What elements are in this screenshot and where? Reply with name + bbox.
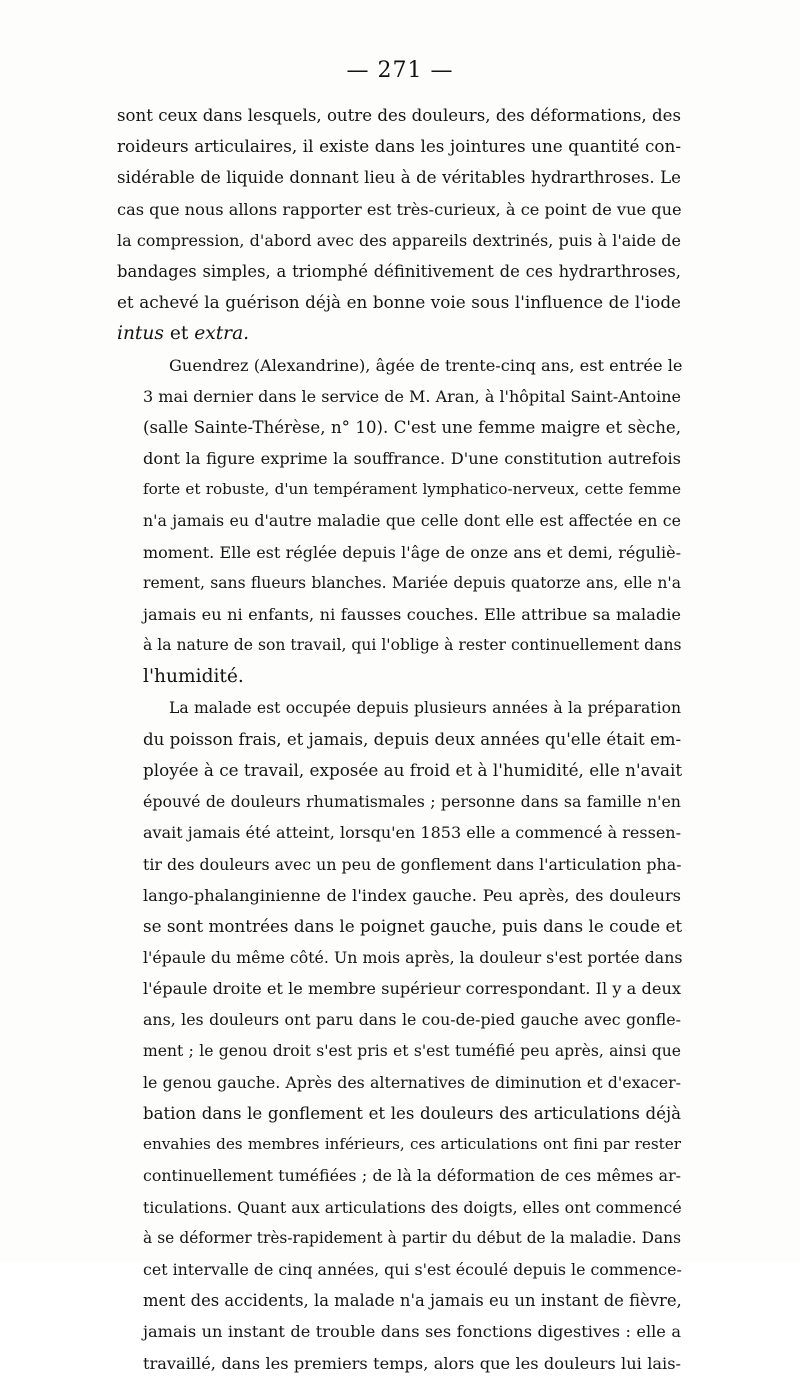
paragraph-1 bbox=[117, 100, 681, 350]
text-line: (salle Sainte-Thérèse, n° 10). C'est une femme maigre et sèche, bbox=[143, 417, 681, 437]
text-line: l'épaule droite et le membre supérieur correspondant. Il y a deux bbox=[143, 979, 681, 999]
text-line: à la nature de son travail, qui l'oblige à rester continuellement dans bbox=[143, 636, 682, 655]
text-line: bation dans le gonflement et les douleurs des articulations déjà bbox=[143, 1104, 681, 1123]
text-line: continuellement tuméfiées ; de là la déformation de ces mêmes ar- bbox=[143, 1166, 681, 1186]
text-line: bandages simples, a triomphé définitivement de ces hydrarthroses, bbox=[117, 261, 681, 281]
body-text bbox=[117, 100, 681, 1379]
text-line: à se déformer très-rapidement à partir du début de la maladie. Dans bbox=[143, 1228, 681, 1247]
text-line: 3 mai dernier dans le service de M. Aran, à l'hôpital Saint-Antoine bbox=[143, 386, 681, 406]
italic-word: extra. bbox=[194, 323, 250, 345]
paragraph-3 bbox=[117, 693, 681, 1379]
text-line: ans, les douleurs ont paru dans le cou-de-pied gauche avec gonfle- bbox=[143, 1010, 681, 1030]
text-line: cet intervalle de cinq années, qui s'est écoulé depuis le commence- bbox=[143, 1259, 682, 1279]
page-number: — 271 — bbox=[346, 58, 454, 83]
text-line: et achevé la guérison déjà en bonne voie sous l'influence de l'iode bbox=[117, 292, 681, 313]
text-line: roideurs articulaires, il existe dans les jointures une quantité con- bbox=[117, 136, 681, 157]
text-line: jamais eu ni enfants, ni fausses couches. Elle attribue sa maladie bbox=[143, 605, 681, 624]
text-line: lango-phalanginienne de l'index gauche. Peu après, des douleurs bbox=[143, 885, 681, 905]
text-line: moment. Elle est réglée depuis l'âge de onze ans et demi, réguliè- bbox=[143, 542, 681, 562]
text-line: dont la figure exprime la souffrance. D'une constitution autrefois bbox=[143, 449, 681, 469]
text-line: sidérable de liquide donnant lieu à de véritables hydrarthroses. Le bbox=[117, 168, 681, 188]
text-line: le genou gauche. Après des alternatives de diminution et d'exacer- bbox=[143, 1072, 681, 1092]
text-line: forte et robuste, d'un tempérament lymphatico-nerveux, cette femme bbox=[143, 480, 681, 499]
text-line: tir des douleurs avec un peu de gonflement dans l'articulation pha- bbox=[143, 854, 682, 874]
text-line: avait jamais été atteint, lorsqu'en 1853 elle a commencé à ressen- bbox=[143, 823, 681, 843]
text-line: jamais un instant de trouble dans ses fonctions digestives : elle a bbox=[143, 1322, 681, 1342]
text-line-final bbox=[117, 318, 681, 349]
text-line: Guendrez (Alexandrine), âgée de trente-cinq ans, est entrée le bbox=[169, 355, 683, 375]
text-line: rement, sans flueurs blanches. Mariée depuis quatorze ans, elle n'a bbox=[143, 573, 681, 592]
text-line: ployée à ce travail, exposée au froid et à l'humidité, elle n'avait bbox=[143, 759, 683, 780]
text-line: la compression, d'abord avec des appareils dextrinés, puis à l'aide de bbox=[117, 230, 681, 250]
connector-word: et bbox=[163, 323, 195, 345]
text-line: du poisson frais, et jamais, depuis deux années qu'elle était em- bbox=[143, 729, 682, 749]
text-line: sont ceux dans lesquels, outre des douleurs, des déformations, des bbox=[117, 106, 681, 125]
text-line: envahies des membres inférieurs, ces articulations ont fini par rester bbox=[143, 1135, 681, 1154]
text-line: ment ; le genou droit s'est pris et s'est tuméfié peu après, ainsi que bbox=[143, 1041, 681, 1060]
text-line: l'épaule du même côté. Un mois après, la douleur s'est portée dans bbox=[143, 948, 683, 968]
text-line: l'humidité. bbox=[143, 666, 244, 688]
text-line: épouvé de douleurs rhumatismales ; personne dans sa famille n'en bbox=[143, 792, 681, 812]
italic-word: intus bbox=[117, 323, 164, 345]
text-line: La malade est occupée depuis plusieurs années à la préparation bbox=[169, 698, 681, 717]
text-line: cas que nous allons rapporter est très-curieux, à ce point de vue que bbox=[117, 199, 682, 219]
text-line: n'a jamais eu d'autre maladie que celle dont elle est affectée en ce bbox=[143, 511, 681, 531]
text-line: se sont montrées dans le poignet gauche, puis dans le coude et bbox=[143, 915, 683, 936]
text-line: ticulations. Quant aux articulations des doigts, elles ont commencé bbox=[143, 1197, 682, 1217]
paragraph-2 bbox=[117, 350, 681, 693]
text-line: ment des accidents, la malade n'a jamais eu un instant de fièvre, bbox=[143, 1291, 682, 1311]
text-line: travaillé, dans les premiers temps, alors que les douleurs lui lais- bbox=[143, 1353, 681, 1373]
